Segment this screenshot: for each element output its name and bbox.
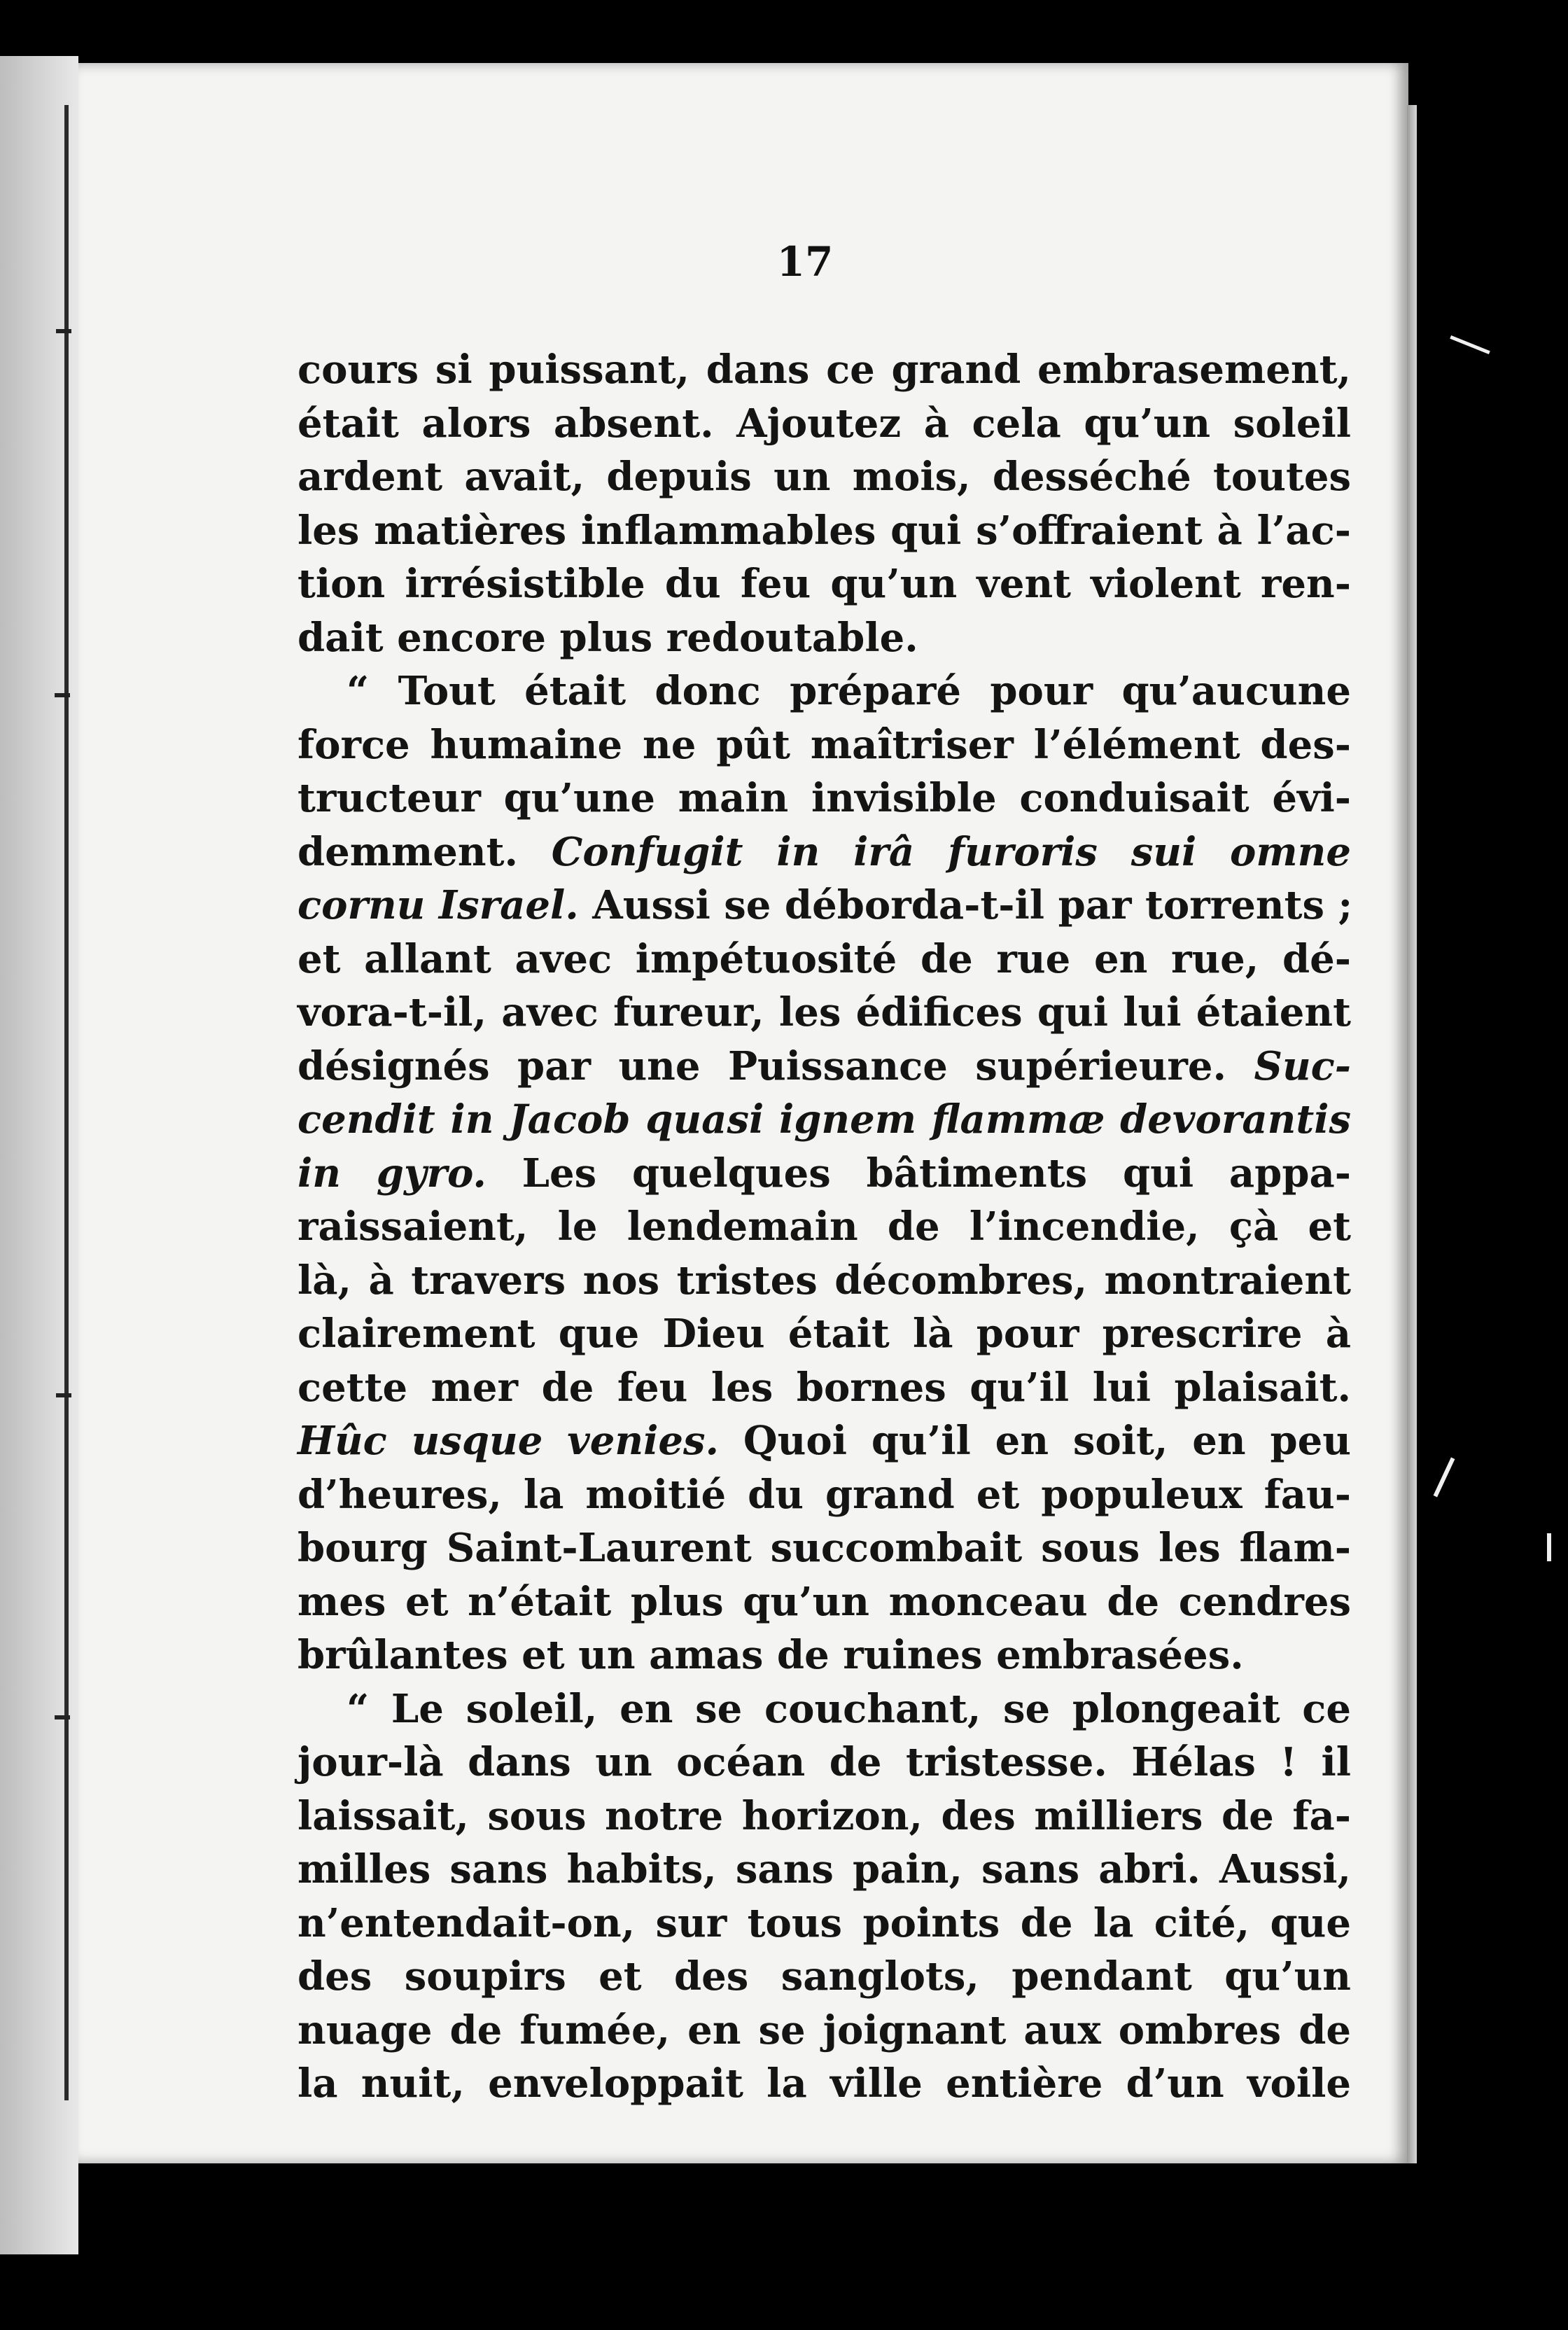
text-segment: laissait, sous notre horizon, des milliers de fa- <box>298 1792 1351 1839</box>
text-line <box>298 397 1351 451</box>
text-line <box>298 611 1351 665</box>
text-line <box>298 1307 1351 1361</box>
text-line <box>298 1147 1351 1201</box>
text-segment: Quoi qu’il en soit, en peu <box>719 1418 1352 1464</box>
text-segment: Les quelques bâtiments qui appa- <box>486 1150 1352 1197</box>
text-line <box>298 879 1351 933</box>
text-line <box>298 986 1351 1040</box>
text-line <box>298 933 1351 986</box>
text-segment: des soupirs et des sanglots, pendant qu’un <box>298 1953 1351 2000</box>
text-line <box>298 2004 1351 2058</box>
text-segment: “ Le soleil, en se couchant, se plongeait ce <box>346 1685 1351 1732</box>
text-segment: cours si puissant, dans ce grand embrasement, <box>298 347 1351 393</box>
text-segment: la nuit, enveloppait la ville entière d’un voile <box>298 2060 1351 2107</box>
text-segment: mes et n’était plus qu’un monceau de cendres <box>298 1578 1351 1625</box>
text-line <box>298 718 1351 772</box>
text-line <box>298 504 1351 558</box>
text-segment: brûlantes et un amas de ruines embrasées. <box>298 1632 1244 1678</box>
binding-spine <box>64 105 69 2100</box>
binding-stitch <box>56 1393 71 1397</box>
text-segment: raissaient, le lendemain de l’incendie, çà et <box>298 1204 1351 1250</box>
page-number: 17 <box>776 238 834 286</box>
latin-quotation: Confugit in irâ furoris sui omne <box>551 828 1351 875</box>
text-line <box>298 1843 1351 1897</box>
scan-artifact <box>1547 1533 1551 1561</box>
latin-quotation: Suc- <box>1254 1042 1351 1089</box>
latin-quotation: cornu Israel. <box>298 882 579 928</box>
text-segment: nuage de fumée, en se joignant aux ombres de <box>298 2007 1351 2053</box>
text-segment: ardent avait, depuis un mois, desséché toutes <box>298 454 1351 500</box>
text-line <box>298 1414 1351 1468</box>
text-segment: demment. <box>298 828 552 875</box>
text-segment: jour-là dans un océan de tristesse. Hélas ! il <box>298 1739 1351 1785</box>
text-segment: désignés par une Puissance supérieure. <box>298 1042 1254 1089</box>
text-line <box>298 1897 1351 1951</box>
text-segment: bourg Saint-Laurent succombait sous les flam- <box>298 1525 1351 1571</box>
text-line <box>298 343 1351 397</box>
text-line <box>298 1521 1351 1575</box>
text-segment: et allant avec impétuosité de rue en rue, dé- <box>298 935 1351 982</box>
latin-quotation: cendit in Jacob quasi ignem flammæ devorantis <box>298 1096 1351 1143</box>
text-segment: était alors absent. Ajoutez à cela qu’un soleil <box>298 400 1351 447</box>
page-edge-shadow <box>1407 105 1417 2163</box>
text-segment: “ Tout était donc préparé pour qu’aucune <box>346 668 1351 714</box>
text-line <box>298 1254 1351 1308</box>
text-segment: dait encore plus redoutable. <box>298 614 918 661</box>
binding-stitch <box>56 329 71 333</box>
text-line <box>298 2057 1351 2111</box>
text-segment: tion irrésistible du feu qu’un vent violent ren- <box>298 561 1351 607</box>
text-line <box>298 1468 1351 1522</box>
text-segment: n’entendait-on, sur tous points de la cité, que <box>298 1899 1351 1946</box>
text-segment: Aussi se déborda-t-il par torrents ; <box>578 882 1353 928</box>
latin-quotation: Hûc usque venies. <box>298 1418 720 1464</box>
body-text <box>298 343 1351 2111</box>
text-line <box>298 1628 1351 1682</box>
text-line <box>298 450 1351 504</box>
scan-artifact <box>1434 1458 1455 1498</box>
text-line <box>298 1200 1351 1254</box>
text-segment: d’heures, la moitié du grand et populeux fau- <box>298 1471 1351 1518</box>
binding-stitch <box>55 1715 70 1719</box>
text-line <box>298 557 1351 611</box>
text-line <box>298 1682 1351 1736</box>
text-line <box>298 825 1351 879</box>
text-line <box>298 1361 1351 1415</box>
scan-artifact <box>1450 335 1490 354</box>
binding-stitch <box>55 693 70 697</box>
text-line <box>298 1736 1351 1790</box>
text-segment: clairement que Dieu était là pour prescrire à <box>298 1311 1351 1357</box>
text-segment: tructeur qu’une main invisible conduisait évi- <box>298 775 1351 821</box>
text-segment: cette mer de feu les bornes qu’il lui plaisait. <box>298 1364 1351 1411</box>
text-segment: force humaine ne pût maîtriser l’élément des- <box>298 721 1351 768</box>
text-line <box>298 1575 1351 1629</box>
text-line <box>298 1950 1351 2004</box>
text-line <box>298 1790 1351 1843</box>
text-line <box>298 664 1351 718</box>
text-line <box>298 1093 1351 1147</box>
text-segment: là, à travers nos tristes décombres, montraient <box>298 1257 1351 1304</box>
text-segment: les matières inflammables qui s’offraient à l’ac- <box>298 507 1351 554</box>
text-segment: milles sans habits, sans pain, sans abri. Aussi, <box>298 1846 1351 1892</box>
text-segment: vora-t-il, avec fureur, les édifices qui lui étaient <box>298 989 1351 1035</box>
text-line <box>298 772 1351 825</box>
latin-quotation: in gyro. <box>298 1150 486 1197</box>
text-line <box>298 1040 1351 1094</box>
